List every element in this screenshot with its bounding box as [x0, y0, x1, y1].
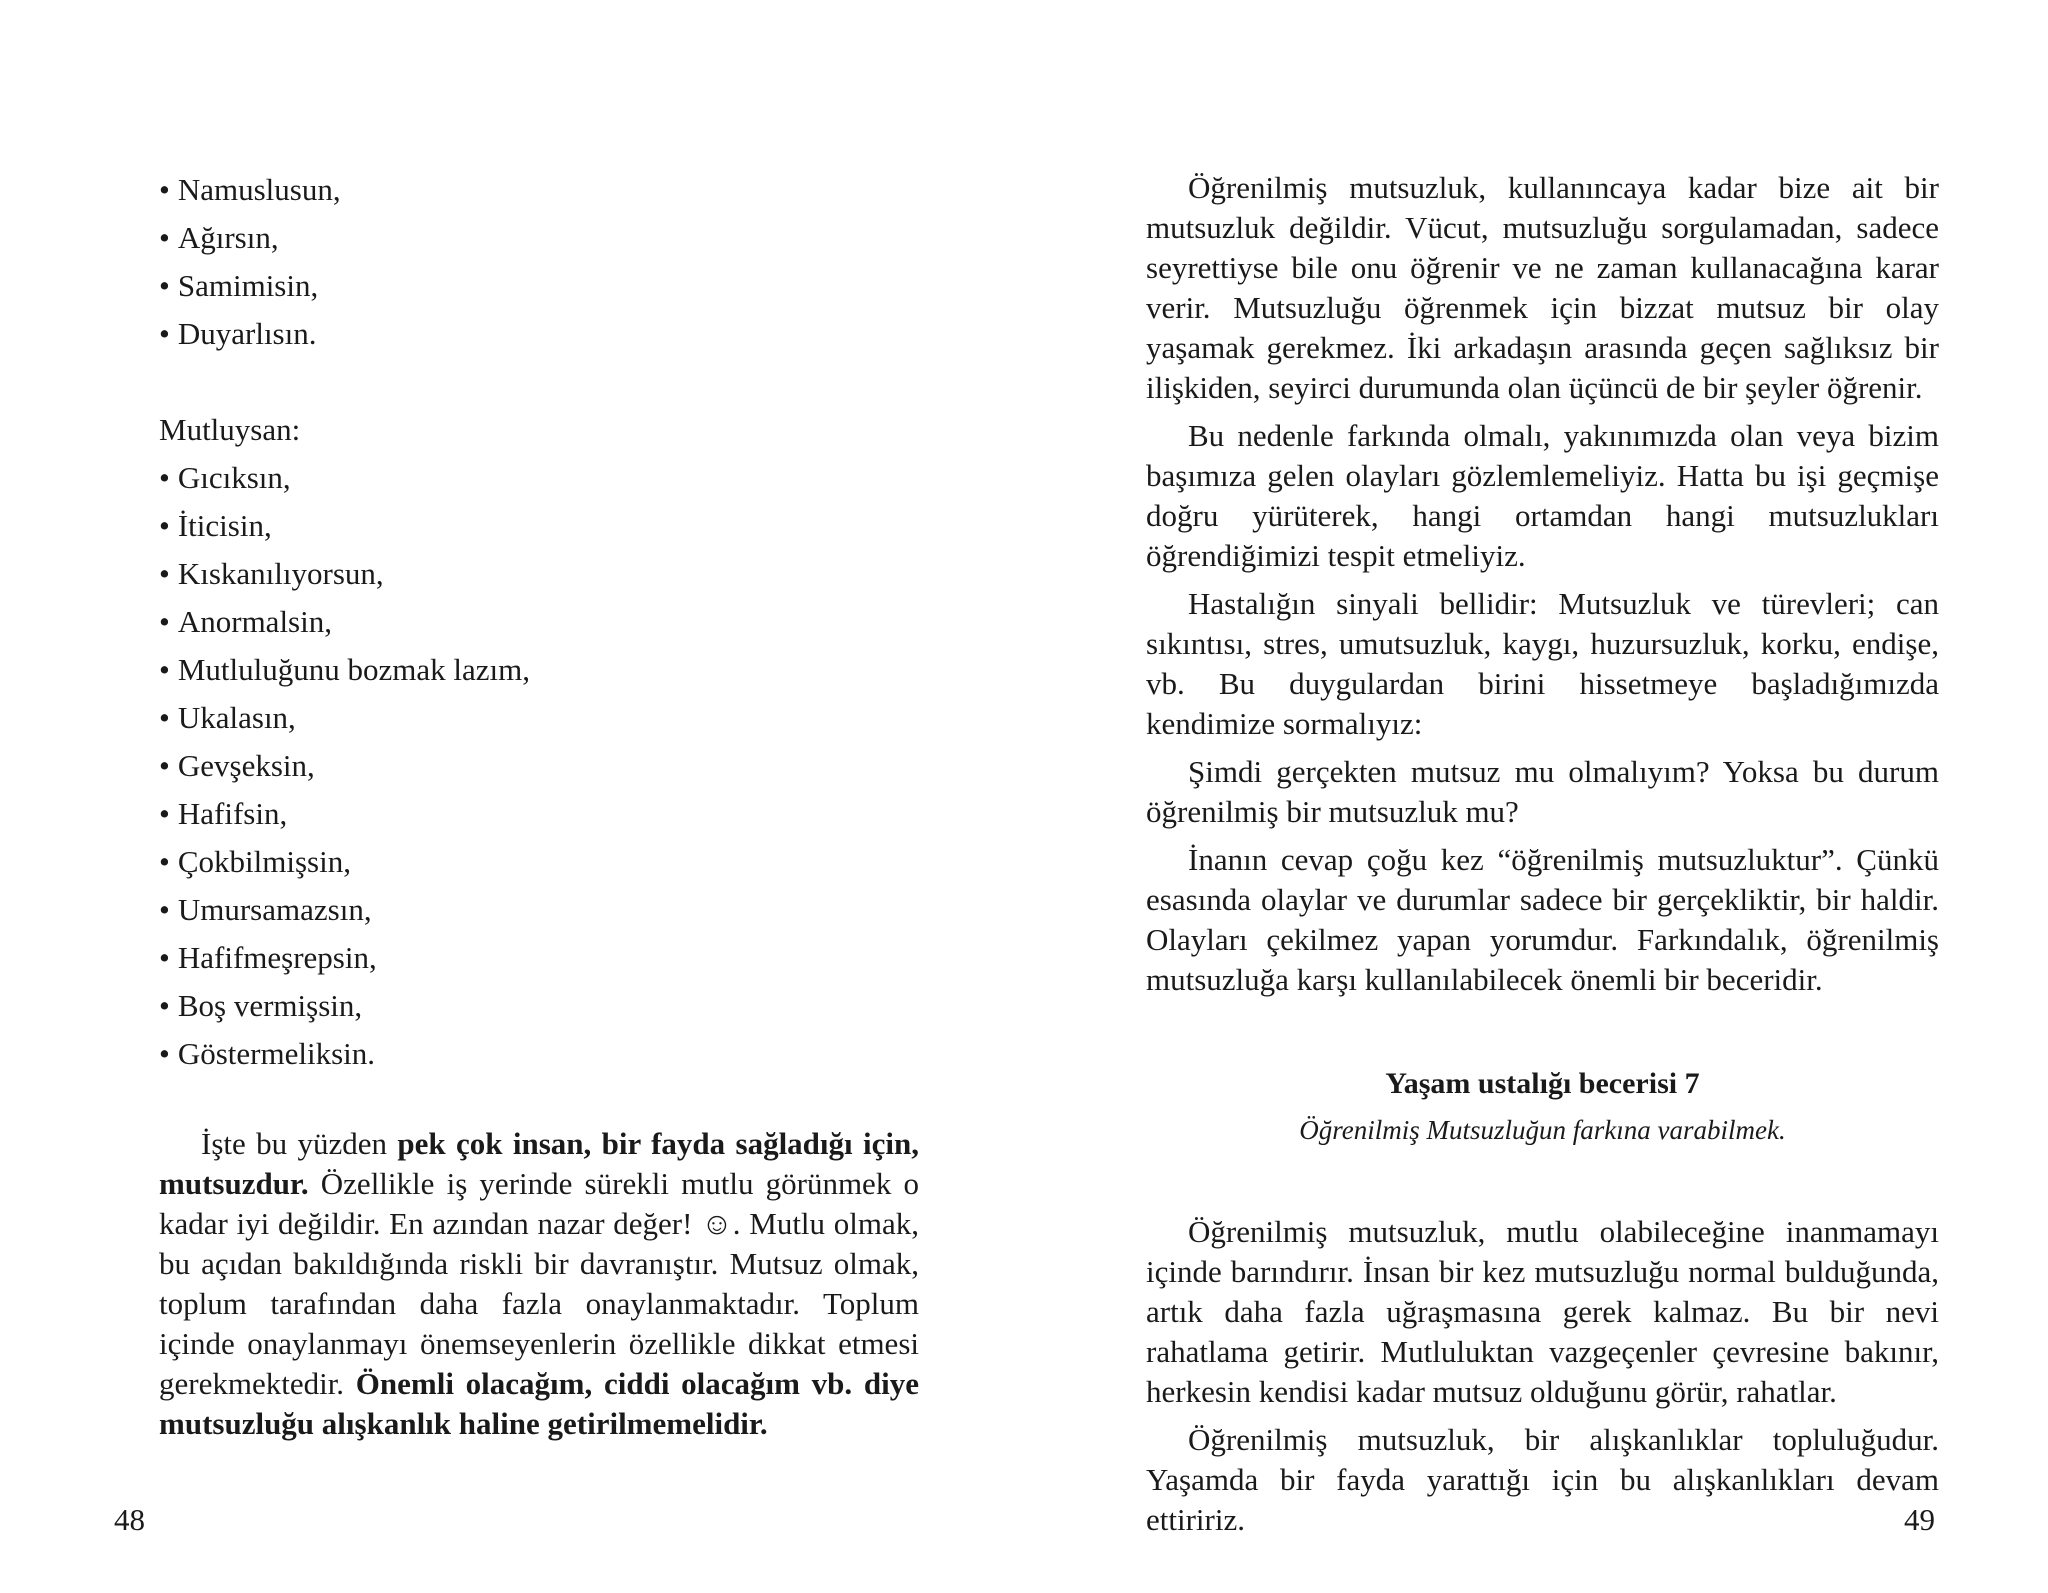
body-paragraph: Öğrenilmiş mutsuzluk, bir alışkanlıklar topluluğudur. Yaşamda bir fayda yarattığı için bu alışkanlıkları devam ettiririz.	[1146, 1422, 1939, 1537]
list-item: • Gıcıksın,	[159, 454, 919, 502]
list-item: • Gevşeksin,	[159, 742, 919, 790]
list-item: • Mutluluğunu bozmak lazım,	[159, 646, 919, 694]
body-paragraph: Öğrenilmiş mutsuzluk, mutlu olabileceğine inanmamayı içinde barındırır. İnsan bir kez mutsuzluğu normal bulduğunda, artık daha fazla uğraşmasına gerek kalmaz. Bu bir nevi rahatlama getirir. Mutluluktan vazgeçenler çevresine bakınır, herkesin kendisi kadar mutsuz olduğunu görür, rahatlar.	[1146, 1214, 1939, 1409]
paragraph-text: Özellikle iş yerinde sürekli mutlu görünmek o kadar iyi değildir. En azından nazar değer! ☺. Mutlu olmak, bu açıdan bakıldığında riskli bir davranıştır. Mutsuz olmak, toplum tarafından daha fazla onaylanmaktadır. Toplum içinde onaylanmayı önemseyenlerin özellikle dikkat etmesi gerekmektedir.	[159, 1166, 919, 1401]
skill-heading-block	[1146, 1064, 1939, 1150]
page-number: 49	[1904, 1502, 1935, 1537]
list-item: • Namuslusun,	[159, 166, 919, 214]
body-paragraph: Hastalığın sinyali bellidir: Mutsuzluk ve türevleri; can sıkıntısı, stres, umutsuzluk, kaygı, huzursuzluk, korku, endişe, vb. Bu duygulardan birini hissetmeye başladığımızda kendimize sormalıyız:	[1146, 586, 1939, 741]
trait-list-unhappy	[159, 166, 919, 358]
list-item: • Anormalsin,	[159, 598, 919, 646]
list-item: • Boş vermişsin,	[159, 982, 919, 1030]
bold-emphasis: pek çok insan, bir fayda sağladığı için, mutsuzdur.	[159, 1126, 919, 1201]
list-item: • Hafifsin,	[159, 790, 919, 838]
list-item: • İticisin,	[159, 502, 919, 550]
right-column-top	[1146, 168, 1939, 1000]
body-paragraph: Bu nedenle farkında olmalı, yakınımızda olan veya bizim başımıza gelen olayları gözlemlemeliyiz. Hatta bu işi geçmişe doğru yürüterek, hangi ortamdan hangi mutsuzlukları öğrendiğimizi tespit etmeliyiz.	[1146, 418, 1939, 573]
list-item: • Hafifmeşrepsin,	[159, 934, 919, 982]
body-paragraph: Öğrenilmiş mutsuzluk, kullanıncaya kadar bize ait bir mutsuzluk değildir. Vücut, mutsuzluğu sorgulamadan, sadece seyrettiyse bile onu öğrenir ve ne zaman kullanacağına karar verir. Mutsuzluğu öğrenmek için bizzat mutsuz bir olay yaşamak gerekmez. İki arkadaşın arasında geçen sağlıksız bir ilişkiden, seyirci durumunda olan üçüncü de bir şeyler öğrenir.	[1146, 170, 1939, 405]
paragraph-text: İşte bu yüzden	[201, 1126, 398, 1161]
mutluysan-label: Mutluysan:	[159, 412, 301, 447]
skill-title: Yaşam ustalığı becerisi 7	[1385, 1067, 1700, 1100]
list-item: • Göstermeliksin.	[159, 1030, 919, 1078]
body-paragraph: Şimdi gerçekten mutsuz mu olmalıyım? Yoksa bu durum öğrenilmiş bir mutsuzluk mu?	[1146, 754, 1939, 829]
body-paragraph: İnanın cevap çoğu kez “öğrenilmiş mutsuzluktur”. Çünkü esasında olaylar ve durumlar sadece bir gerçekliktir, bir haldir. Olayları çekilmez yapan yorumdur. Farkındalık, öğrenilmiş mutsuzluğa karşı kullanılabilecek önemli bir beceridir.	[1146, 842, 1939, 997]
trait-list-happy	[159, 454, 919, 1078]
skill-subtitle: Öğrenilmiş Mutsuzluğun farkına varabilmek.	[1299, 1115, 1786, 1145]
list-item: • Samimisin,	[159, 262, 919, 310]
list-item: • Çokbilmişsin,	[159, 838, 919, 886]
list-item: • Kıskanılıyorsun,	[159, 550, 919, 598]
right-column-bottom	[1146, 1212, 1939, 1540]
list-item: • Ukalasın,	[159, 694, 919, 742]
body-paragraph	[159, 1124, 919, 1444]
right-page	[1024, 0, 2048, 1593]
list-item: • Umursamazsın,	[159, 886, 919, 934]
bold-emphasis: Önemli olacağım, ciddi olacağım vb. diye mutsuzluğu alışkanlık haline getirilmemelidir.	[159, 1366, 920, 1441]
page-number: 48	[114, 1502, 145, 1537]
list-item: • Ağırsın,	[159, 214, 919, 262]
list-item: • Duyarlısın.	[159, 310, 919, 358]
